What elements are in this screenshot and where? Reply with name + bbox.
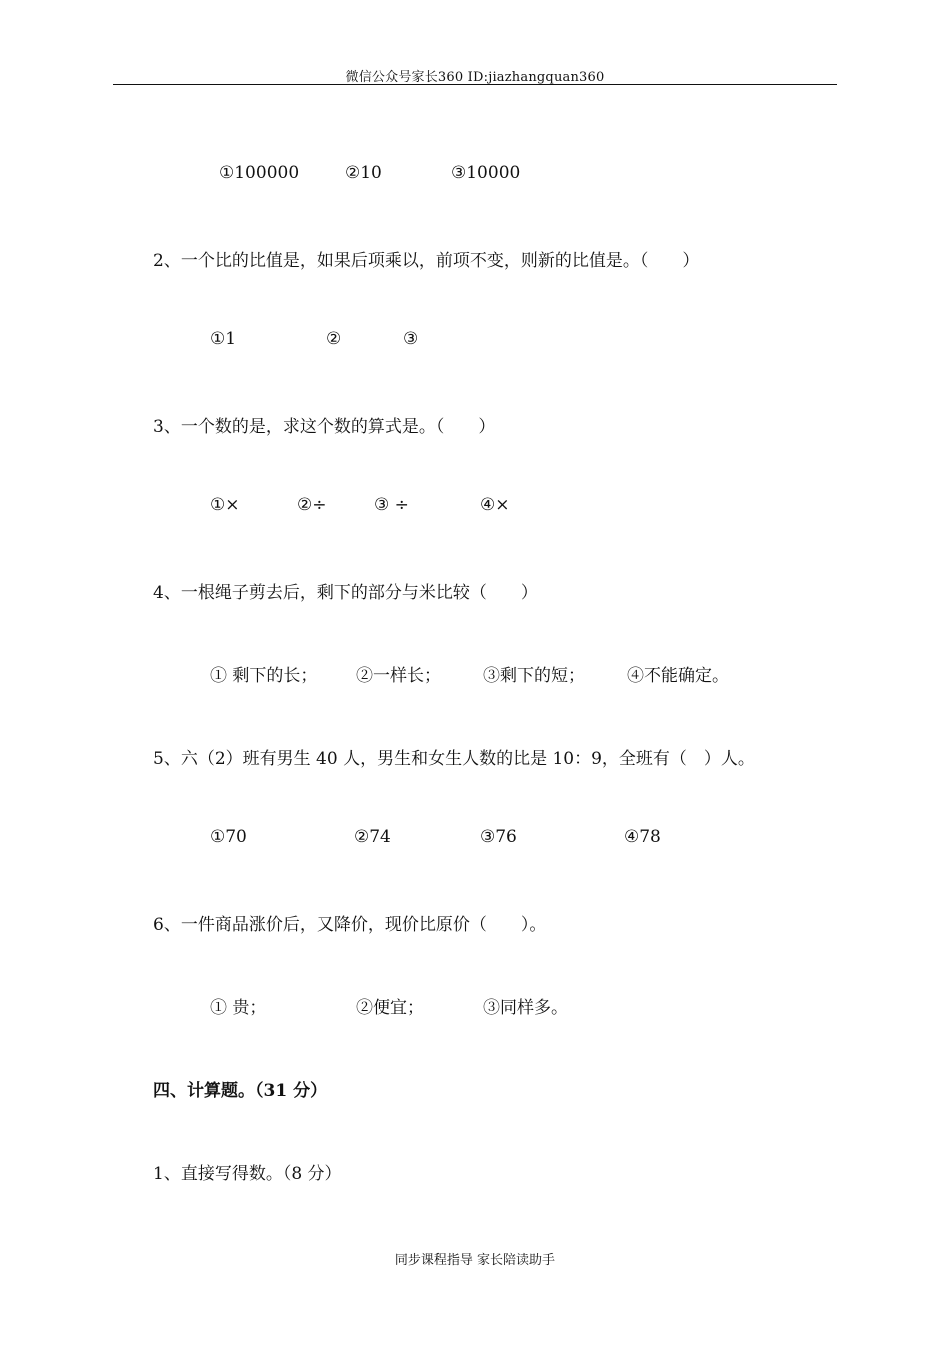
page-header: 微信公众号家长360 ID:jiazhangquan360 <box>345 70 605 85</box>
q6-option-1: ① 贵； <box>210 998 267 1018</box>
header-divider <box>113 84 837 85</box>
q2-option-2: ② <box>326 329 342 349</box>
q1-option-3: ③10000 <box>451 163 521 183</box>
q3-option-2: ②÷ <box>297 495 327 515</box>
q4-option-4: ④不能确定。 <box>627 666 729 686</box>
q5-option-3: ③76 <box>480 827 517 847</box>
q3-stem: 3、一个数的是，求这个数的算式是。（ ） <box>153 417 496 437</box>
q4-option-2: ②一样长； <box>356 666 441 686</box>
page-footer: 同步课程指导 家长陪读助手 <box>394 1253 556 1268</box>
q5-option-1: ①70 <box>210 827 247 847</box>
q5-stem: 5、六（2）班有男生 40 人，男生和女生人数的比是 10：9，全班有（ ）人。 <box>153 749 755 769</box>
q4-option-1: ① 剩下的长； <box>210 666 318 686</box>
q2-stem: 2、一个比的比值是，如果后项乘以，前项不变，则新的比值是。（ ） <box>153 251 700 271</box>
q6-stem: 6、一件商品涨价后，又降价，现价比原价（ ）。 <box>153 915 547 935</box>
q2-option-1: ①1 <box>210 329 237 349</box>
q2-option-3: ③ <box>403 329 419 349</box>
section-title: 四、计算题。（31 分） <box>153 1081 328 1101</box>
q5-option-4: ④78 <box>624 827 661 847</box>
q4-stem: 4、一根绳子剪去后，剩下的部分与米比较（ ） <box>153 583 538 603</box>
q1-option-2: ②10 <box>345 163 382 183</box>
q3-option-1: ①× <box>210 495 240 515</box>
calc1-stem: 1、直接写得数。（8 分） <box>153 1164 342 1184</box>
q4-option-3: ③剩下的短； <box>483 666 585 686</box>
q3-option-3: ③ ÷ <box>374 495 409 515</box>
q6-option-3: ③同样多。 <box>483 998 568 1018</box>
q3-option-4: ④× <box>480 495 510 515</box>
q5-option-2: ②74 <box>354 827 391 847</box>
q1-option-1: ①100000 <box>219 163 300 183</box>
q6-option-2: ②便宜； <box>356 998 424 1018</box>
